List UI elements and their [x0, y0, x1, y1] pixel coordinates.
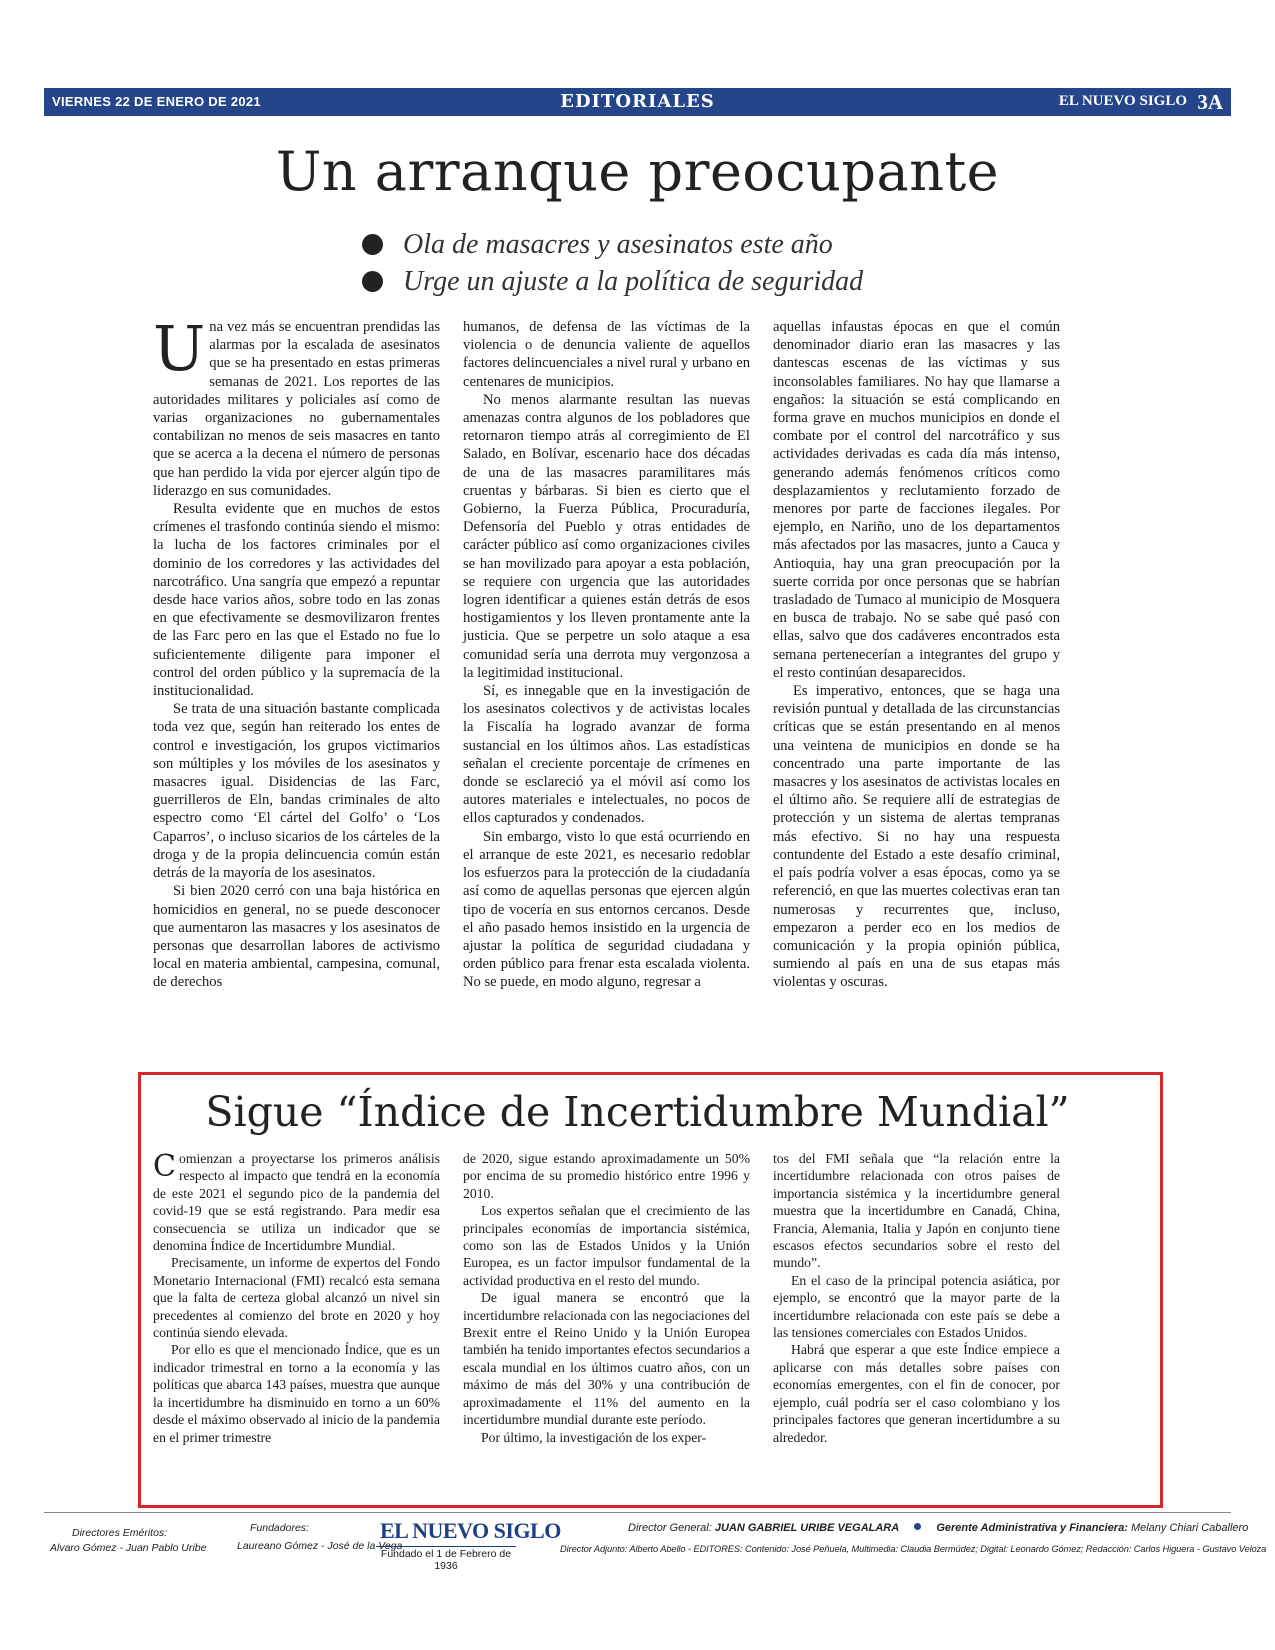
- paragraph: Comienzan a proyectarse los primeros análisis respecto al impacto que tendrá en la economía de este 2021 el segundo pico de la pandemia del covid-19 que se está registrando. Para medir esa consecuencia se utiliza un indicador que se denomina Índice de Incertidumbre Mundial.: [153, 1149, 440, 1254]
- drop-cap: U: [153, 312, 206, 385]
- paragraph: Una vez más se encuentran prendidas las alarmas por la escalada de asesinatos que se ha presentado en estas primeras semanas de 2021. Los reportes de las autoridades militares y policiales así como de varias organizaciones no gubernamentales contabilizan no menos de seis masacres en tanto que se acerca a la decena el número de personas que han perdido la vida por ejercer algún tipo de liderazgo en sus comunidades.: [153, 312, 440, 499]
- gerente-label: Gerente Administrativa y Financiera:: [936, 1522, 1128, 1534]
- directores-label: Directores Eméritos:: [72, 1527, 168, 1539]
- paragraph: Es imperativo, entonces, que se haga una revisión puntual y detallada de las circunstancias críticas que se están presentando en al menos una veintena de municipios en donde se ha concentrado una parte importante de las masacres y los asesinatos de activistas locales en el último año. Se requiere allí de estrategias de protección y un sistema de alertas tempranas más efectivo. Si no hay una respuesta contundente del Estado a este desafío criminal, el país podría volver a esas épocas, como ya se referenció, en que las muertes colectivas eran tan numerosas y recurrentes que, incluso, empezaron a perder eco en los medios de comunicación y la propia opinión pública, sumiendo al país en una de sus etapas más violentas y oscuras.: [773, 683, 1060, 991]
- paragraph: aquellas infaustas épocas en que el común denominador diario eran las masacres y las dantescas escenas de las víctimas y sus inconsolables familiares. No hay que llamarse a engaños: la situación se está complicando en forma grave en muchos municipios en donde el combate por el control del narcotráfico y sus actividades derivadas es cada día más intenso, generando además fenómenos críticos como desplazamientos y reclutamiento forzado de menores por parte de facciones ilegales. Por ejemplo, en Nariño, uno de los departamentos más afectados por las masacres, junto a Cauca y Antioquia, hay una gran preocupación por la suerte corrida por once personas que se habrían trasladado de Tumaco al municipio de Mosquera en busca de trabajo. No se sabe qué pasó con ellas, salvo que dos cadáveres encontrados esta semana pertenecerían a integrantes del grupo y el resto continúan desaparecidos.: [773, 319, 1060, 681]
- paragraph: Precisamente, un informe de expertos del Fondo Monetario Internacional (FMI) recalcó esta semana que la falta de certeza global alcanzó un nivel sin precedentes al comienzo del brote en 2020 y hoy continúa siendo elevada.: [153, 1255, 440, 1341]
- director-general-label: Director General:: [628, 1522, 712, 1534]
- editorial-title-2: Sigue “Índice de Incertidumbre Mundial”: [205, 1088, 1070, 1136]
- page-header-bar: [44, 88, 1231, 116]
- masthead-brand: EL NUEVO SIGLO: [1058, 93, 1187, 109]
- paragraph: No menos alarmante resultan las nuevas amenazas contra algunos de los pobladores que retornaron tiempo atrás al corregimiento de El Salado, en Bolívar, escenario hace dos décadas de una de las masacres paramilitares más cruentas y bárbaras. Si bien es cierto que el Gobierno, la Fuerza Pública, Procuraduría, Defensoría del Pueblo y otras entidades de carácter público así como organizaciones civiles se han movilizado para apoyar a esta población, se requiere con urgencia que las autoridades logren identificar a quienes están detrás de esos hostigamientos y los lleven prontamente ante la justicia. Que se perpetre un solo ataque a esa comunidad sería una derrota muy vergonzosa a la legitimidad institucional.: [463, 391, 750, 681]
- subtitle-text: Ola de masacres y asesinatos este año: [403, 229, 833, 260]
- footer-logo: EL NUEVO SIGLO: [380, 1518, 561, 1543]
- directores-names: Alvaro Gómez - Juan Pablo Uribe: [50, 1542, 207, 1554]
- editorial-title: Un arranque preocupante: [275, 140, 1000, 203]
- paragraph: Los expertos señalan que el crecimiento de las principales economías de importancia sistémica, como son las de Estados Unidos y la Unión Europea, es un factor impulsor fundamental de la actividad productiva en el resto del mundo.: [463, 1203, 750, 1288]
- director-general-name: JUAN GABRIEL URIBE VEGALARA: [714, 1522, 900, 1534]
- subtitle-text: Urge un ajuste a la política de seguridad: [403, 266, 864, 297]
- paragraph: Por ello es que el mencionado Índice, que es un indicador trimestral en torno a la economía y las políticas que abarca 143 países, muestra que aunque la incertidumbre ha disminuido en torno a un 60% desde el máximo observado al inicio de la pandemia en el primer trimestre: [153, 1342, 440, 1445]
- gerente-name: Melany Chiari Caballero: [1130, 1522, 1249, 1534]
- editorial-subtitles: [362, 226, 863, 300]
- separator-bullet-icon: [914, 1523, 921, 1530]
- editorial2-column-3: [773, 1150, 1060, 1446]
- paragraph: humanos, de defensa de las víctimas de la violencia o de denuncia valiente de aquellos factores delincuenciales a nivel rural y urbano en centenares de municipios.: [463, 319, 750, 390]
- paragraph: Resulta evidente que en muchos de estos crímenes el trasfondo continúa siendo el mismo: la lucha de los factores criminales por el dominio de los corredores y las actividades del narcotráfico. Una sangría que empezó a repuntar desde hace varios años, sobre todo en las zonas en que efectivamente se desmovilizaron frentes de las Farc pero en las que el Estado no fue lo suficientemente diligente para imponer el control del orden público y la supremacía de la institucionalidad.: [153, 501, 440, 700]
- paragraph: Por último, la investigación de los exper-: [481, 1429, 707, 1445]
- paragraph: Si bien 2020 cerró con una baja histórica en homicidios en general, no se puede desconocer que aumentaron las masacres y los asesinatos de personas que desarrollan labores de activismo local en materia ambiental, campesina, comunal, de derechos: [153, 883, 440, 991]
- footer-credits: Director Adjunto: Alberto Abello - EDITORES: Contenido: José Peñuela, Multimedia: Claudia Bermúdez; Digital: Leonardo Gómez; Redacción: Carlos Higuera - Gustavo Veloza: [560, 1544, 1267, 1554]
- section-name: EDITORIALES: [560, 91, 715, 112]
- editorial-column-3: [773, 318, 1060, 992]
- paragraph: Sí, es innegable que en la investigación de los asesinatos colectivos y de activistas locales la Fiscalía ha logrado avanzar de forma sustancial en los últimos años. Las estadísticas señalan el creciente porcentaje de crímenes en donde se esclareció ya el móvil así como los autores materiales e intelectuales, no pocos de ellos capturados y condenados.: [463, 683, 750, 827]
- editorial-column-1: [153, 312, 440, 992]
- page-number: 3A: [1197, 90, 1223, 114]
- founded-date: Fundado el 1 de Febrero de 1936: [376, 1546, 516, 1572]
- footer-directors-line: [628, 1522, 1248, 1534]
- paragraph: tos del FMI señala que “la relación entre la incertidumbre relacionada con otros países de importancia sistémica y la incertidumbre general muestra que la incertidumbre en Canadá, China, Francia, Alemania, Italia y Japón en conjunto tiene escasos efectos secundarios sobre el resto del mundo”.: [773, 1151, 1060, 1271]
- bullet-icon: [362, 234, 383, 255]
- subtitle-item: [362, 263, 863, 300]
- editorial2-column-2: [463, 1150, 750, 1446]
- fundadores-names: Laureano Gómez - José de la Vega: [237, 1540, 403, 1552]
- footer-divider: [44, 1512, 1231, 1513]
- paragraph: Se trata de una situación bastante complicada toda vez que, según han reiterado los entes de control e investigación, los grupos victimarios son múltiples y los móviles de los asesinatos y masacres igual. Disidencias de las Farc, guerrilleros de Eln, bandas criminales de alto espectro como ‘El cártel del Golfo’ o ‘Los Caparros’, o incluso sicarios de los cárteles de la droga y de la propia delincuencia común están detrás de la mayoría de los asesinatos.: [153, 701, 440, 882]
- paragraph: En el caso de la principal potencia asiática, por ejemplo, se encontró que la mayor parte de la incertidumbre relacionada con este país se debe a las tensiones comerciales con Estados Unidos.: [773, 1272, 1060, 1341]
- subtitle-item: [362, 226, 863, 263]
- drop-cap: C: [153, 1149, 176, 1184]
- paragraph: Sin embargo, visto lo que está ocurriendo en el arranque de este 2021, es necesario redoblar los esfuerzos para la protección de la ciudadanía así como de aquellas personas que ejercen algún tipo de vocería en sus entornos cercanos. Desde el año pasado hemos insistido en la urgencia de ajustar la política de seguridad ciudadana y orden público para frenar esta escalada violenta. No se puede, en modo alguno, regresar a: [463, 828, 750, 991]
- issue-date: VIERNES 22 DE ENERO DE 2021: [52, 94, 261, 109]
- editorial2-column-1: [153, 1150, 440, 1446]
- paragraph: Habrá que esperar a que este Índice empiece a aplicarse con más detalles sobre países con economías emergentes, con el fin de conocer, por ejemplo, cuál podría ser el caso colombiano y los principales factores que generan incertidumbre a su alrededor.: [773, 1342, 1060, 1445]
- bullet-icon: [362, 271, 383, 292]
- paragraph: de 2020, sigue estando aproximadamente un 50% por encima de su promedio histórico entre 1996 y 2010.: [463, 1151, 750, 1201]
- paragraph: De igual manera se encontró que la incertidumbre relacionada con las negociaciones del Brexit entre el Reino Unido y la Unión Europea también ha tenido importantes efectos secundarios a escala mundial en los últimos cuatro años, con un máximo de más del 30% y una contribución de aproximadamente el 11% del aumento en la incertidumbre mundial durante este período.: [463, 1290, 750, 1428]
- editorial-column-2: [463, 318, 750, 992]
- fundadores-label: Fundadores:: [250, 1522, 309, 1534]
